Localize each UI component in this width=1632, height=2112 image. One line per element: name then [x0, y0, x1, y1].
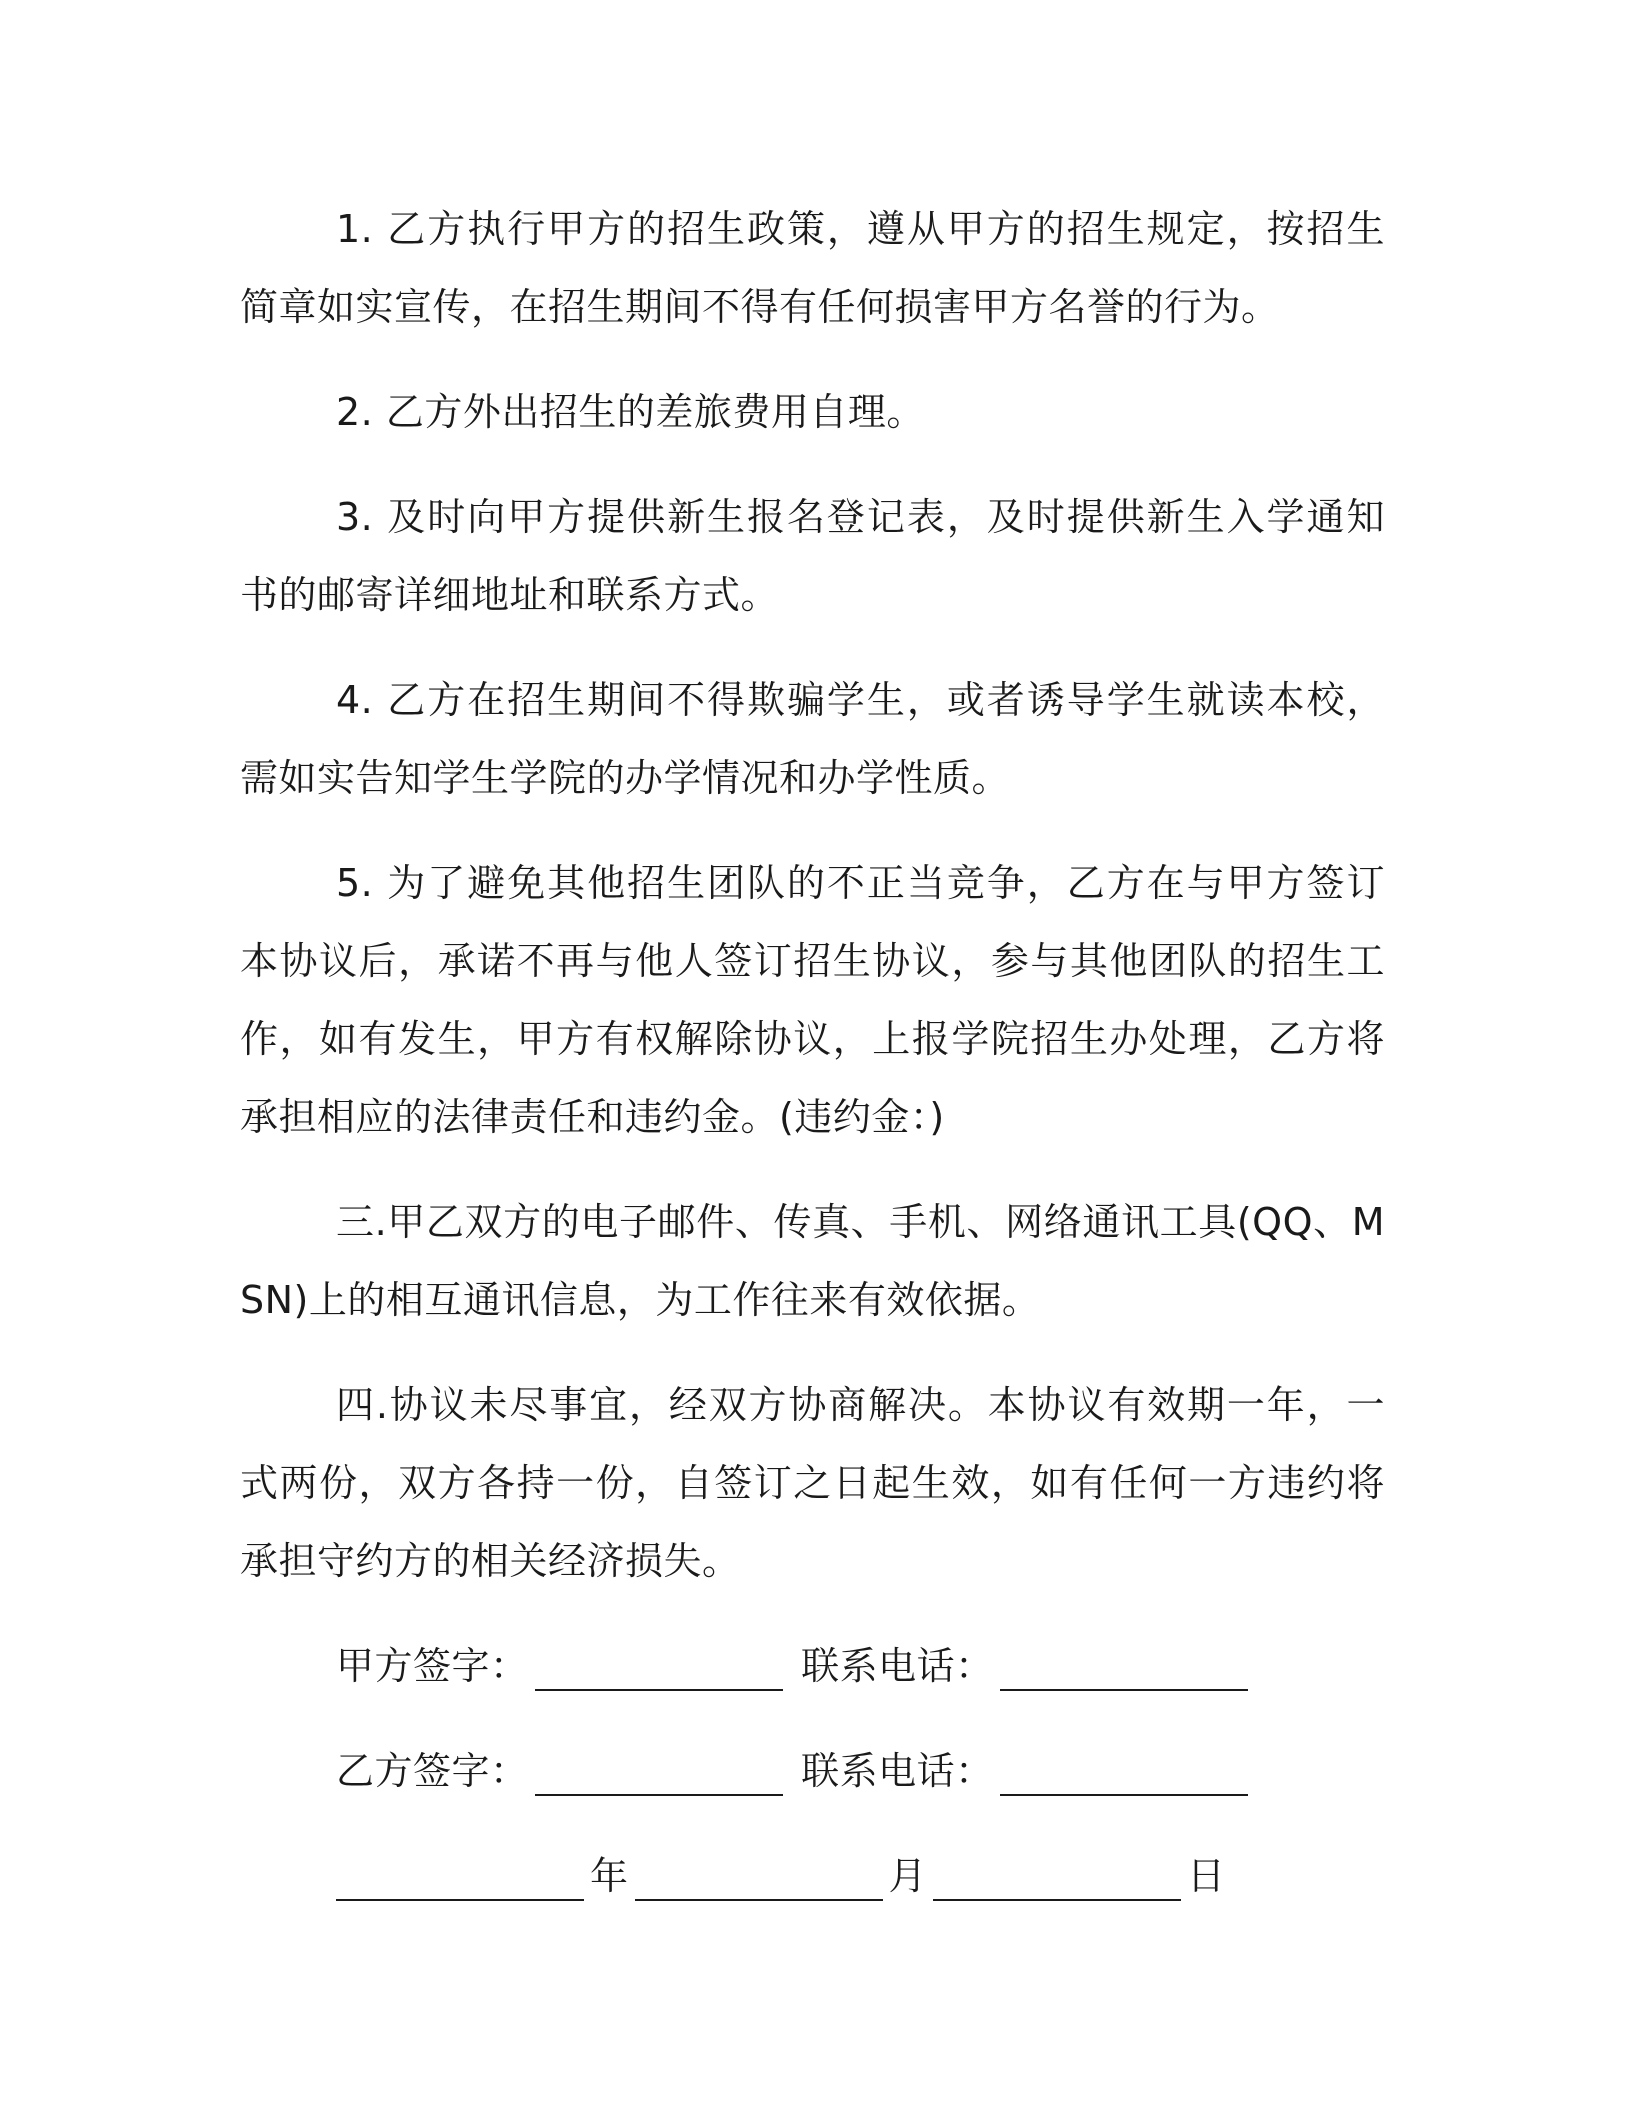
party-b-phone-label: 联系电话：	[801, 1749, 994, 1793]
year-blank[interactable]	[336, 1843, 584, 1901]
day-label: 日	[1187, 1854, 1226, 1898]
month-label: 月	[888, 1854, 928, 1898]
clause-1: 1. 乙方执行甲方的招生政策，遵从甲方的招生规定，按招生简章如实宣传，在招生期间不得有任何损害甲方名誉的行为。	[240, 207, 1385, 329]
party-b-signature-blank[interactable]	[535, 1738, 783, 1796]
document-page	[240, 190, 1385, 1942]
party-a-phone-label: 联系电话：	[801, 1644, 994, 1688]
party-a-phone-blank[interactable]	[1000, 1633, 1248, 1691]
clause-three: 三.甲乙双方的电子邮件、传真、手机、网络通讯工具(QQ、MSN)上的相互通讯信息，为工作往来有效依据。	[240, 1200, 1385, 1322]
clause-5: 5. 为了避免其他招生团队的不正当竞争，乙方在与甲方签订本协议后，承诺不再与他人签订招生协议，参与其他团队的招生工作，如有发生，甲方有权解除协议，上报学院招生办处理，乙方将承担相应的法律责任和违约金。(违约金：)	[240, 861, 1385, 1139]
date-row	[240, 1837, 1385, 1915]
year-label: 年	[590, 1854, 629, 1898]
party-b-signature-row	[240, 1732, 1385, 1810]
clause-four: 四.协议未尽事宜，经双方协商解决。本协议有效期一年，一式两份，双方各持一份，自签订之日起生效，如有任何一方违约将承担守约方的相关经济损失。	[240, 1383, 1385, 1583]
party-a-signature-row	[240, 1627, 1385, 1705]
party-a-signature-label: 甲方签字：	[336, 1644, 529, 1688]
day-blank[interactable]	[933, 1843, 1181, 1901]
party-b-phone-blank[interactable]	[1000, 1738, 1248, 1796]
month-blank[interactable]	[635, 1843, 883, 1901]
clause-4: 4. 乙方在招生期间不得欺骗学生，或者诱导学生就读本校，需如实告知学生学院的办学情况和办学性质。	[240, 678, 1385, 800]
party-a-signature-blank[interactable]	[535, 1633, 783, 1691]
clause-2: 2. 乙方外出招生的差旅费用自理。	[336, 390, 925, 434]
clause-3: 3. 及时向甲方提供新生报名登记表，及时提供新生入学通知书的邮寄详细地址和联系方式。	[240, 495, 1385, 617]
party-b-signature-label: 乙方签字：	[336, 1749, 529, 1793]
